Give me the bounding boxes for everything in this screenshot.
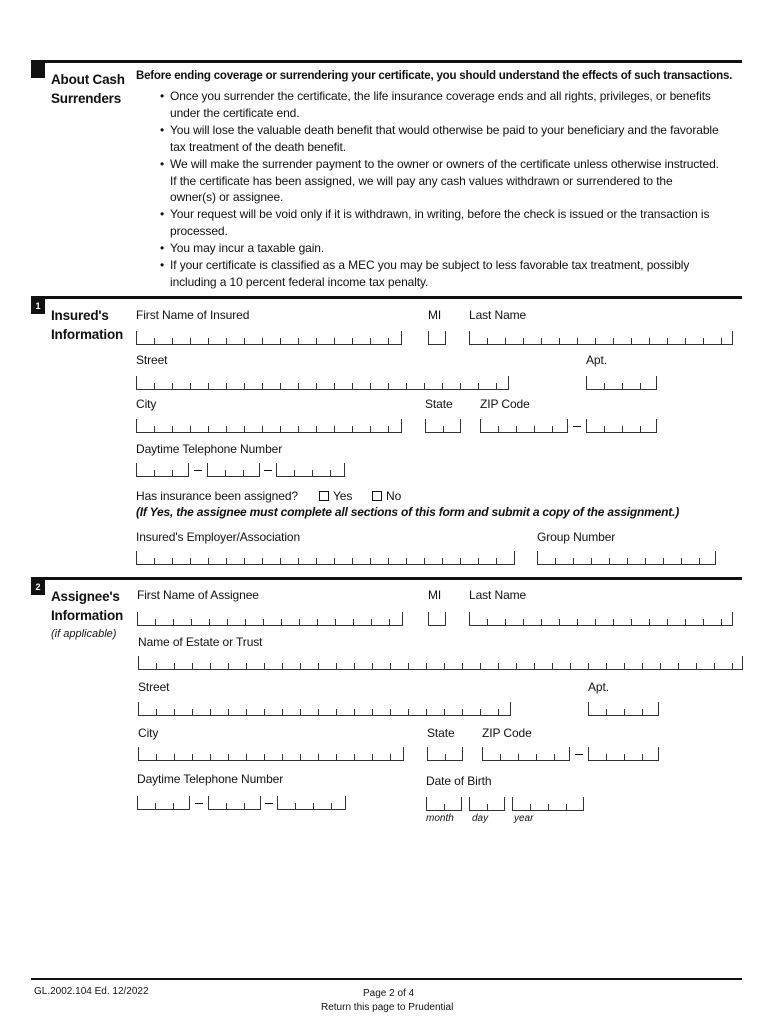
intro-bullet: • If your certificate is classified as a MEC you may be subject to less favorable tax treatment, possibly including a 10 percent federal income tax penalty. xyxy=(160,257,720,291)
dob-year-caption: year xyxy=(514,813,534,824)
insured-state-label: State xyxy=(425,397,453,411)
intro-bullet: • We will make the surrender payment to the owner or owners of the certificate unless otherwise instructed. If the certificate has been assigned, we will pay any cash values withdrawn or surrendered to the owner(s) or assignee. xyxy=(160,156,720,207)
intro-title-line2: Surrenders xyxy=(51,91,122,106)
insured-mi-field[interactable] xyxy=(428,331,446,345)
insured-last-name-label: Last Name xyxy=(469,308,527,322)
dob-year-field[interactable] xyxy=(512,797,584,811)
section2-title-line1: Assignee's xyxy=(51,589,120,604)
insured-last-name-field[interactable] xyxy=(469,331,733,345)
intro-bullet: • Your request will be void only if it is withdrawn, in writing, before the check is issued or the transaction is processed. xyxy=(160,206,720,240)
dob-month-caption: month xyxy=(426,813,454,824)
assignee-city-label: City xyxy=(138,726,159,740)
assignee-phone-dash xyxy=(265,803,273,804)
section2-number: 2 xyxy=(31,580,45,595)
insured-first-name-label: First Name of Insured xyxy=(136,308,250,322)
estate-label: Name of Estate or Trust xyxy=(138,635,263,649)
intro-bullet: • Once you surrender the certificate, the life insurance coverage ends and all rights, privileges, or benefits under the certificate end. xyxy=(160,88,720,122)
insured-phone-label: Daytime Telephone Number xyxy=(136,442,283,456)
insured-phone-dash xyxy=(264,470,272,471)
intro-bullet-list xyxy=(160,88,720,291)
assigned-yes-label: Yes xyxy=(333,489,353,503)
section1-number: 1 xyxy=(31,299,45,314)
assignee-zip4-field[interactable] xyxy=(588,747,659,761)
insured-city-label: City xyxy=(136,397,157,411)
assignee-last-name-label: Last Name xyxy=(469,588,527,602)
dob-month-field[interactable] xyxy=(426,797,462,811)
assigned-yes-checkbox[interactable] xyxy=(319,491,329,501)
employer-label: Insured's Employer/Association xyxy=(136,530,301,544)
insured-apt-field[interactable] xyxy=(586,376,657,390)
assignee-mi-field[interactable] xyxy=(428,612,446,626)
form-id: GL.2002.104 Ed. 12/2022 xyxy=(34,986,149,997)
section2-subtitle: (if applicable) xyxy=(51,628,117,640)
footer-rule xyxy=(31,978,742,980)
dob-day-caption: day xyxy=(472,813,489,824)
assigned-no-checkbox[interactable] xyxy=(372,491,382,501)
group-number-label: Group Number xyxy=(537,530,616,544)
insured-zip-field[interactable] xyxy=(480,419,568,433)
assignee-zip-dash xyxy=(575,754,583,755)
insured-phone-prefix-field[interactable] xyxy=(207,463,260,477)
insured-street-field[interactable] xyxy=(136,376,509,390)
assignee-phone-line-field[interactable] xyxy=(277,796,346,810)
assignee-phone-label: Daytime Telephone Number xyxy=(137,772,284,786)
assignee-state-label: State xyxy=(427,726,455,740)
section2-title-line2: Information xyxy=(51,608,124,623)
intro-heading: Before ending coverage or surrendering your certificate, you should understand the effects of such transactions. xyxy=(136,70,733,82)
insured-street-label: Street xyxy=(136,353,168,367)
assignee-first-name-label: First Name of Assignee xyxy=(137,588,259,602)
group-number-field[interactable] xyxy=(537,551,716,565)
return-note: Return this page to Prudential xyxy=(321,1002,454,1013)
employer-field[interactable] xyxy=(136,551,515,565)
assignee-apt-field[interactable] xyxy=(588,702,659,716)
assignee-zip-label: ZIP Code xyxy=(482,726,532,740)
section2-rule xyxy=(31,577,742,580)
assignee-state-field[interactable] xyxy=(427,747,463,761)
insured-zip-dash xyxy=(573,426,581,427)
insured-zip-label: ZIP Code xyxy=(480,397,530,411)
assignee-zip-field[interactable] xyxy=(482,747,570,761)
assignee-phone-area-field[interactable] xyxy=(137,796,190,810)
insured-city-field[interactable] xyxy=(136,419,402,433)
intro-marker xyxy=(31,63,45,78)
intro-bullet: • You may incur a taxable gain. xyxy=(160,240,720,257)
assignee-street-label: Street xyxy=(138,680,170,694)
intro-bullet: • You will lose the valuable death benefit that would otherwise be paid to your beneficiary and the favorable tax treatment of the death benefit. xyxy=(160,122,720,156)
assigned-no-label: No xyxy=(386,489,402,503)
page-number: Page 2 of 4 xyxy=(363,988,415,999)
assignee-phone-dash xyxy=(195,803,203,804)
insured-state-field[interactable] xyxy=(425,419,461,433)
section1-title-line1: Insured's xyxy=(51,308,109,323)
intro-title-line1: About Cash xyxy=(51,72,125,87)
assignee-mi-label: MI xyxy=(428,588,442,602)
dob-label: Date of Birth xyxy=(426,774,492,788)
assignee-apt-label: Apt. xyxy=(588,680,609,694)
section1-title-line2: Information xyxy=(51,327,124,342)
insured-apt-label: Apt. xyxy=(586,353,607,367)
top-rule xyxy=(31,60,742,63)
insured-first-name-field[interactable] xyxy=(136,331,402,345)
dob-day-field[interactable] xyxy=(469,797,505,811)
insured-phone-dash xyxy=(194,470,202,471)
estate-field[interactable] xyxy=(138,656,743,670)
assignee-last-name-field[interactable] xyxy=(469,612,733,626)
assignee-first-name-field[interactable] xyxy=(137,612,403,626)
insured-phone-line-field[interactable] xyxy=(276,463,345,477)
assignee-phone-prefix-field[interactable] xyxy=(208,796,261,810)
insured-zip4-field[interactable] xyxy=(586,419,657,433)
assignee-street-field[interactable] xyxy=(138,702,511,716)
insured-mi-label: MI xyxy=(428,308,442,322)
insured-phone-area-field[interactable] xyxy=(136,463,189,477)
assigned-question: Has insurance been assigned? xyxy=(136,489,298,503)
section1-rule xyxy=(31,296,742,299)
assignee-city-field[interactable] xyxy=(138,747,404,761)
assigned-note: (If Yes, the assignee must complete all sections of this form and submit a copy of the assignment.) xyxy=(136,505,679,519)
